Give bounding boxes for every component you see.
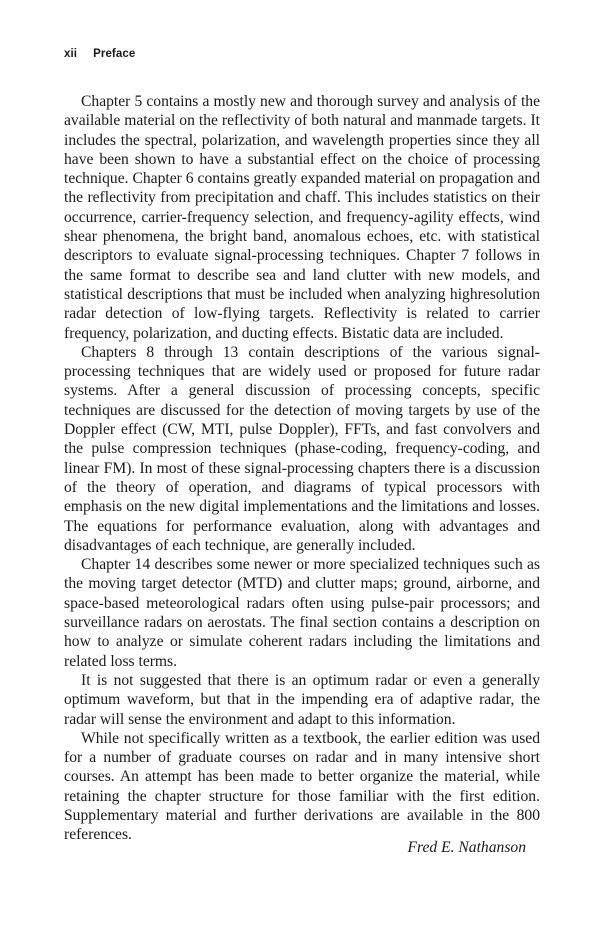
paragraph-chapter-14: Chapter 14 describes some newer or more specialized techniques such as the moving target detector (MTD) and clutter maps; ground, airborne, and space-based meteorological radars often using pulse-pair processors; and surveillance radars on aerostats. The final section contains a description on how to analyze or simulate coherent radars including the limitations and related loss terms. [64, 556, 540, 670]
paragraph-optimum-radar: It is not suggested that there is an optimum radar or even a generally optimum waveform, but that in the impending era of adaptive radar, the radar will sense the environment and adapt to this information. [64, 671, 540, 728]
paragraph-textbook-note: While not specifically written as a textbook, the earlier edition was used for a number of graduate courses on radar and in many intensive short courses. An attempt has been made to better organize the material, while retaining the chapter structure for those familiar with the first edition. Supplementary material and further derivations are available in the 800 references. [64, 729, 540, 844]
author-signature: Fred E. Nathanson [407, 839, 526, 856]
running-head [64, 48, 135, 60]
paragraph-chapters-8-13: Chapters 8 through 13 contain descriptions of the various signalprocessing techniques that are widely used or proposed for future radar systems. After a general discussion of processing concepts, specific techniques are discussed for the detection of moving targets by use of the Doppler effect (CW, MTI, pulse Doppler), FFTs, and fast convolvers and the pulse compression techniques (phase-coding, frequency-coding, and linear FM). In most of these signal-processing chapters there is a discussion of the theory of operation, and diagrams of typical processors with emphasis on the new digital implementations and the limitations and losses. The equations for performance evaluation, along with advantages and disadvantages of each technique, are generally included. [64, 343, 540, 554]
paragraph-chapter-5-7: Chapter 5 contains a mostly new and thorough survey and analysis of the available material on the reflectivity of both natural and manmade targets. It includes the spectral, polarization, and wavelength properties since they all have been shown to have a substantial effect on the choice of processing technique. Chapter 6 contains greatly expanded material on propagation and the reflectivity from precipitation and chaff. This includes statistics on their occurrence, carrier-frequency selection, and frequency-agility effects, wind shear phenomena, the bright band, anomalous echoes, etc. with statistical descriptors to evaluate signal-processing techniques. Chapter 7 follows in the same format to describe sea and land clutter with new models, and statistical descriptions that must be included when analyzing highresolution radar detection of low-flying targets. Reflectivity is related to carrier frequency, polarization, and ducting effects. Bistatic data are included. [64, 93, 540, 342]
preface-body [64, 92, 540, 845]
page-number: xii [64, 48, 78, 60]
section-title: Preface [93, 48, 136, 60]
